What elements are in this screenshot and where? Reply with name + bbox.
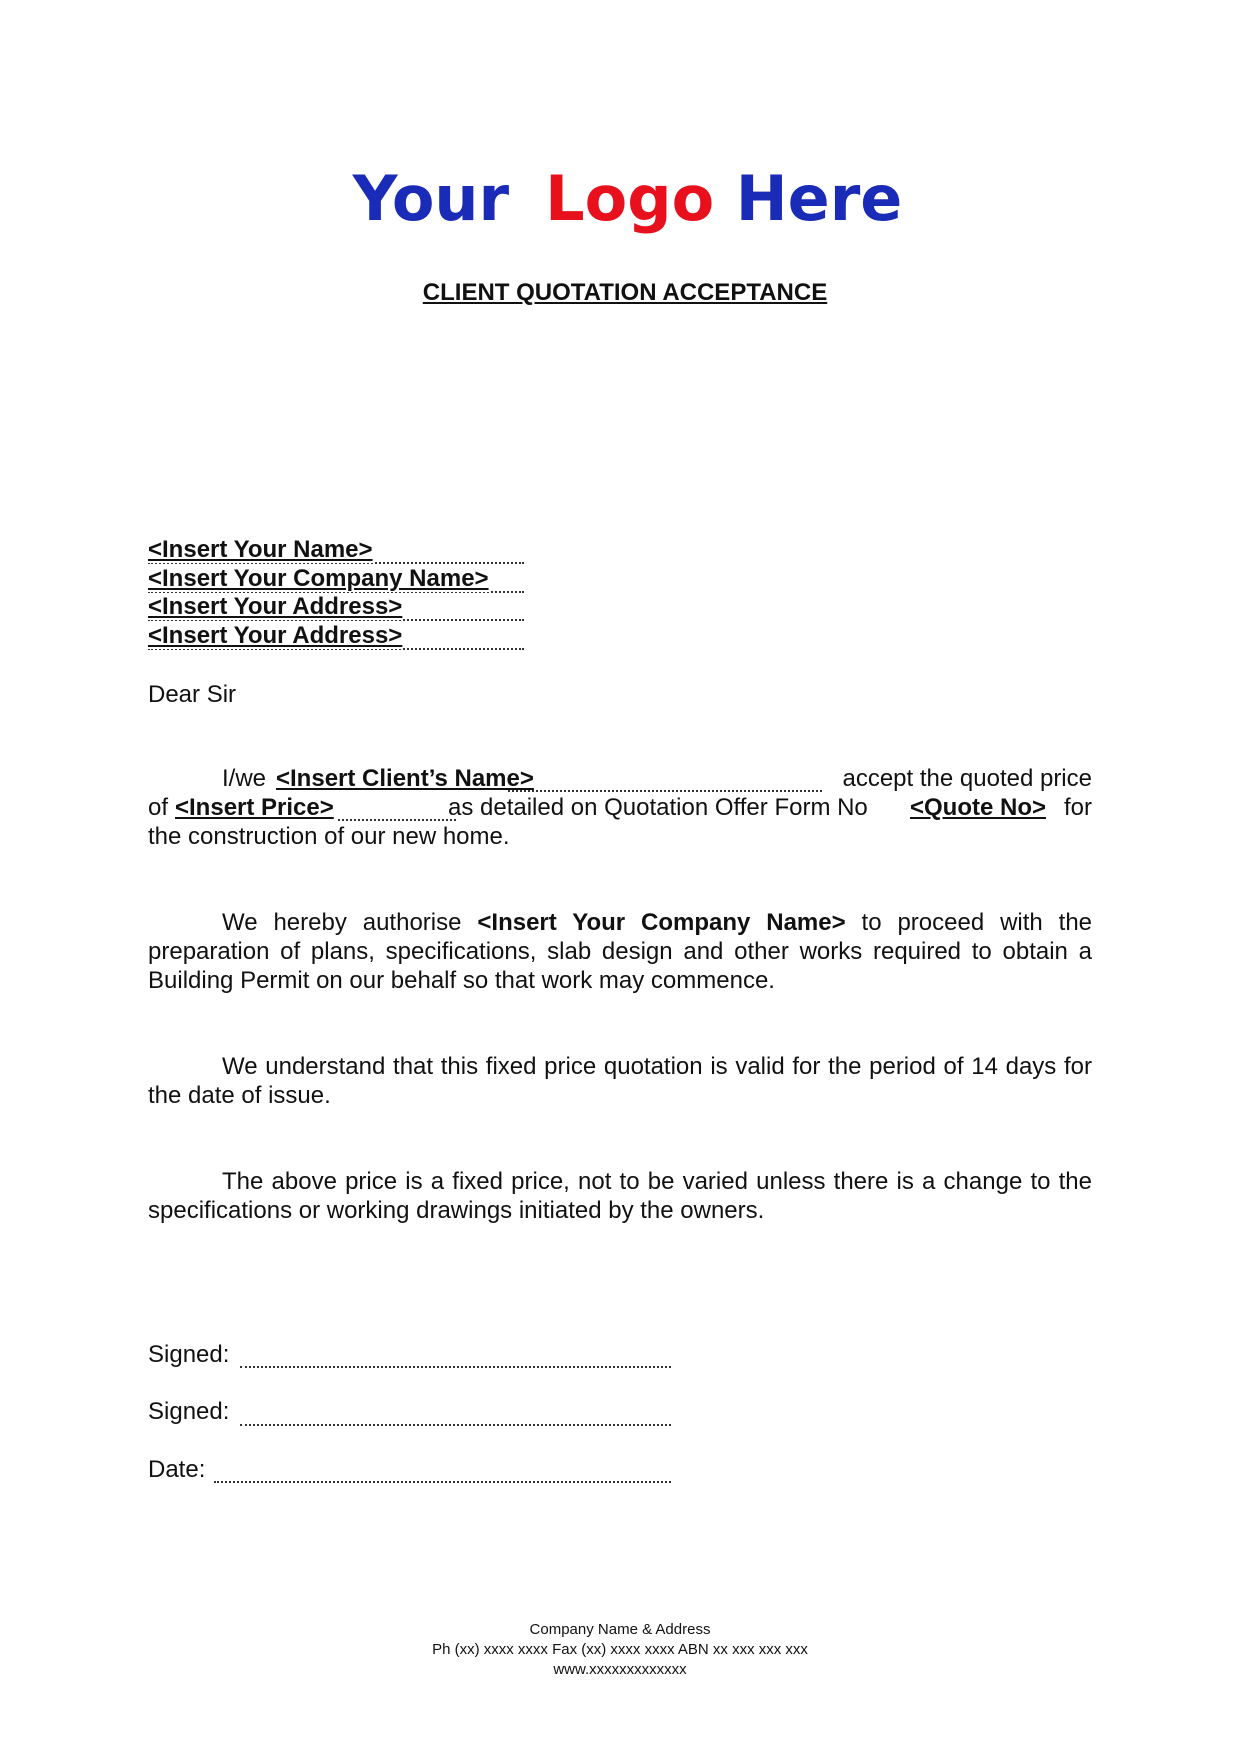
address-name-text: <Insert Your Name> bbox=[148, 536, 373, 563]
date-line[interactable] bbox=[214, 1481, 671, 1483]
for-text: for bbox=[1063, 794, 1092, 821]
address-line-address-1[interactable] bbox=[148, 593, 524, 621]
address-2-text: <Insert Your Address> bbox=[148, 622, 403, 649]
document-title: CLIENT QUOTATION ACCEPTANCE bbox=[422, 279, 828, 306]
date-label: Date: bbox=[148, 1456, 206, 1483]
price-field[interactable]: <Insert Price> bbox=[175, 794, 334, 821]
salutation: Dear Sir bbox=[148, 681, 237, 708]
client-name-field[interactable]: <Insert Client’s Name> bbox=[276, 765, 534, 792]
logo-word-logo: Logo bbox=[545, 162, 715, 235]
footer-company: Company Name & Address bbox=[529, 1621, 711, 1638]
construction-text: the construction of our new home. bbox=[148, 823, 510, 850]
fixed-price-text: The above price is a fixed price, not to be varied unless there is a change to the specifications or working drawings initiated by the owners. bbox=[148, 1168, 1092, 1224]
paragraph-3 bbox=[148, 1052, 1092, 1110]
address-company-text: <Insert Your Company Name> bbox=[148, 565, 489, 592]
footer-contact: Ph (xx) xxxx xxxx Fax (xx) xxxx xxxx ABN xx xxx xxx xxx bbox=[432, 1641, 808, 1658]
address-line-address-2[interactable] bbox=[148, 622, 524, 650]
address-1-text: <Insert Your Address> bbox=[148, 593, 403, 620]
client-name-dotted-line bbox=[508, 790, 822, 792]
paragraph-1-line-3 bbox=[148, 822, 1092, 851]
authorise-rest-text: to proceed with the preparation of plans, specifications, slab design and other works required to obtain a Building Permit on our behalf so that work may commence. bbox=[148, 909, 1093, 994]
paragraph-2 bbox=[148, 908, 1092, 995]
of-text: of bbox=[148, 794, 169, 821]
logo-word-here: Here bbox=[735, 162, 903, 235]
signed-label-1: Signed: bbox=[148, 1341, 230, 1368]
paragraph-1-line-1 bbox=[148, 764, 1092, 793]
quote-no-field[interactable]: <Quote No> bbox=[910, 794, 1047, 821]
price-dotted-line bbox=[338, 819, 456, 821]
address-line-company[interactable] bbox=[148, 565, 524, 593]
signature-line-1[interactable] bbox=[240, 1366, 671, 1368]
signature-line-2[interactable] bbox=[240, 1424, 671, 1426]
authorise-text: We hereby authorise bbox=[222, 909, 462, 936]
accept-text: accept the quoted price bbox=[842, 765, 1092, 792]
footer-website: www.xxxxxxxxxxxxx bbox=[553, 1661, 687, 1678]
logo-word-your: Your bbox=[352, 162, 510, 235]
validity-text: We understand that this fixed price quotation is valid for the period of 14 days for the date of issue. bbox=[148, 1053, 1092, 1109]
signed-label-2: Signed: bbox=[148, 1398, 230, 1425]
detailed-text: as detailed on Quotation Offer Form No bbox=[448, 794, 868, 821]
authorise-company-field[interactable]: <Insert Your Company Name> bbox=[477, 909, 846, 936]
paragraph-1-line-2 bbox=[148, 793, 1092, 822]
paragraph-4 bbox=[148, 1167, 1092, 1225]
iwe-text: I/we bbox=[222, 765, 267, 792]
address-line-name[interactable] bbox=[148, 536, 524, 564]
company-logo bbox=[0, 162, 1240, 235]
